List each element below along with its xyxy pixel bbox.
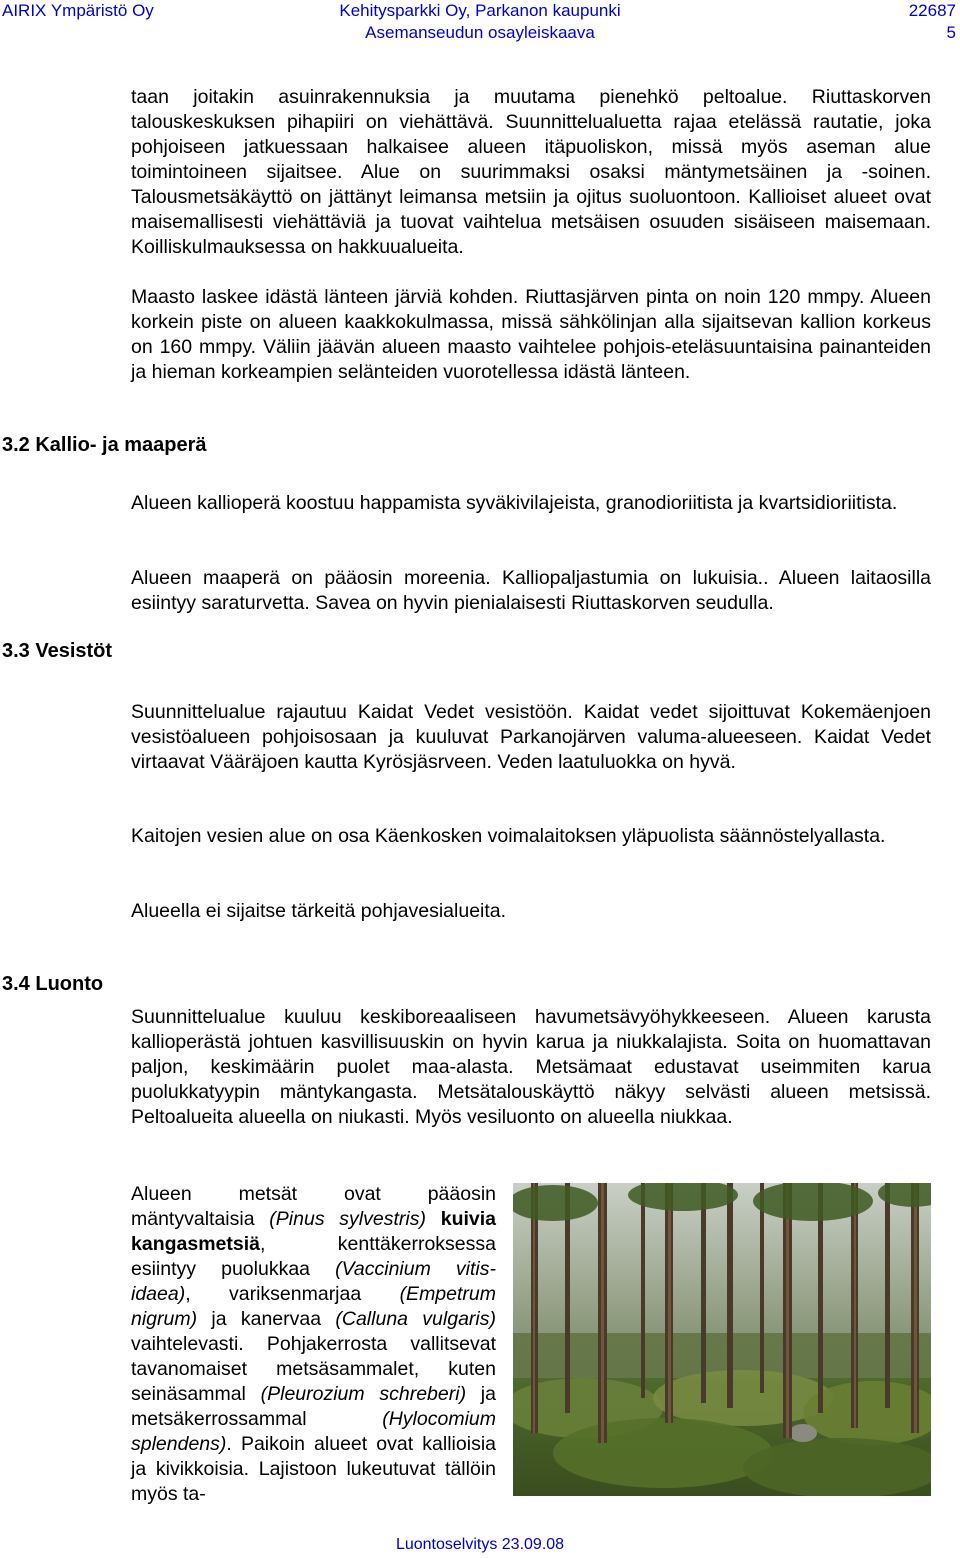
header-project-number: 22687: [908, 1, 956, 20]
header-project-title: Asemanseudun osayleiskaava: [365, 23, 595, 42]
section-heading-nature: 3.4 Luonto: [2, 973, 104, 995]
header-reference: [909, 0, 956, 44]
section-heading-bedrock-soil: 3.2 Kallio- ja maaperä: [2, 434, 207, 456]
paragraph-forests: Alueen metsät ovat pääosin mäntyvaltaisia (Pinus sylvestris) kuivia kangasmetsiä, kenttäkerroksessa esiintyy puolukkaa (Vaccinium vitis-idaea), variksenmarjaa (Empetrum nigrum) ja kanervaa (Calluna vulgaris) vaihtelevasti. Pohjakerrosta vallitsevat tavanomaiset metsäsammalet, kuten seinäsammal (Pleurozium schreberi) ja metsäkerrossammal (Hylocomium splendens). Paikoin alueet ovat kallioisia ja kivikkoisia. Lajistoon lukeutuvat tällöin myös ta-: [131, 1183, 497, 1505]
paragraph-terrain: Maasto laskee idästä länteen järviä kohden. Riuttasjärven pinta on noin 120 mmpy. Alueen korkein piste on alueen kaakkokulmassa, missä sähkölinjan alla sijaitsevan kallion korkeus on 160 mmpy. Väliin jäävän alueen maasto vaihtelee pohjois-eteläsuuntaisina painanteiden ja hieman korkeampien selänteiden vuorotellessa idästä länteen.: [131, 286, 931, 383]
header-project-client: Kehitysparkki Oy, Parkanon kaupunki: [339, 1, 621, 20]
paragraph-soil: Alueen maaperä on pääosin moreenia. Kalliopaljastumia on lukuisia.. Alueen laitaosilla esiintyy saraturvetta. Savea on hyvin pienialaisesti Riuttaskorven seudulla.: [131, 567, 931, 614]
page-number: 5: [946, 23, 956, 42]
paragraph-bedrock: Alueen kallioperä koostuu happamista syväkivilajeista, granodioriitista ja kvartsidioriitista.: [131, 492, 898, 514]
paragraph-waters: Suunnittelualue rajautuu Kaidat Vedet vesistöön. Kaidat vedet sijoittuvat Kokemäenjoen vesistöalueen pohjoisosaan ja kuuluvat Parkanojärven valuma-alueeseen. Kaidat Vedet virtaavat Vääräjoen kautta Kyrösjäsrveen. Veden laatuluokka on hyvä.: [131, 701, 931, 773]
header-project: [0, 0, 960, 44]
paragraph-landscape: taan joitakin asuinrakennuksia ja muutama pienehkö peltoalue. Riuttaskorven talouskeskuksen pihapiiri on viehättävä. Suunnittelualuetta rajaa etelässä rautatie, joka pohjoiseen jatkuessaan halkaisee alueen itäpuoliskon, missä myös aseman alue toimintoineen sijaitsee. Alue on suurimmaksi osaksi mäntymetsäinen ja -soinen. Talousmetsäkäyttö on jättänyt leimansa metsiin ja ojitus suoluontoon. Kallioiset alueet ovat maisemallisesti viehättäviä ja tuovat vaihtelua metsäisen osuuden sisäiseen maisemaan. Koilliskulmauksessa on hakkuualueita.: [131, 86, 931, 258]
paragraph-reservoir: Kaitojen vesien alue on osa Käenkosken voimalaitoksen yläpuolista säännöstelyallasta.: [131, 825, 886, 847]
paragraph-groundwater: Alueella ei sijaitse tärkeitä pohjavesialueita.: [131, 900, 507, 922]
pine-forest-photo: [513, 1183, 931, 1496]
section-heading-waters: 3.3 Vesistöt: [2, 640, 113, 662]
paragraph-nature: Suunnittelualue kuuluu keskiboreaaliseen havumetsävyöhykkeeseen. Alueen karusta kallioperästä johtuen kasvillisuuskin on hyvin karua ja niukkalajista. Soita on huomattavan paljon, keskimäärin puolet maa-alasta. Metsämaat edustavat useimmiten karua puolukkatyypin mäntykangasta. Metsätalouskäyttö näkyy selvästi alueen metsissä. Peltoalueita alueella on niukasti. Myös vesiluonto on alueella niukkaa.: [131, 1006, 931, 1128]
header-company: AIRIX Ympäristö Oy: [2, 1, 154, 20]
footer-document-date: Luontoselvitys 23.09.08: [395, 1536, 565, 1553]
